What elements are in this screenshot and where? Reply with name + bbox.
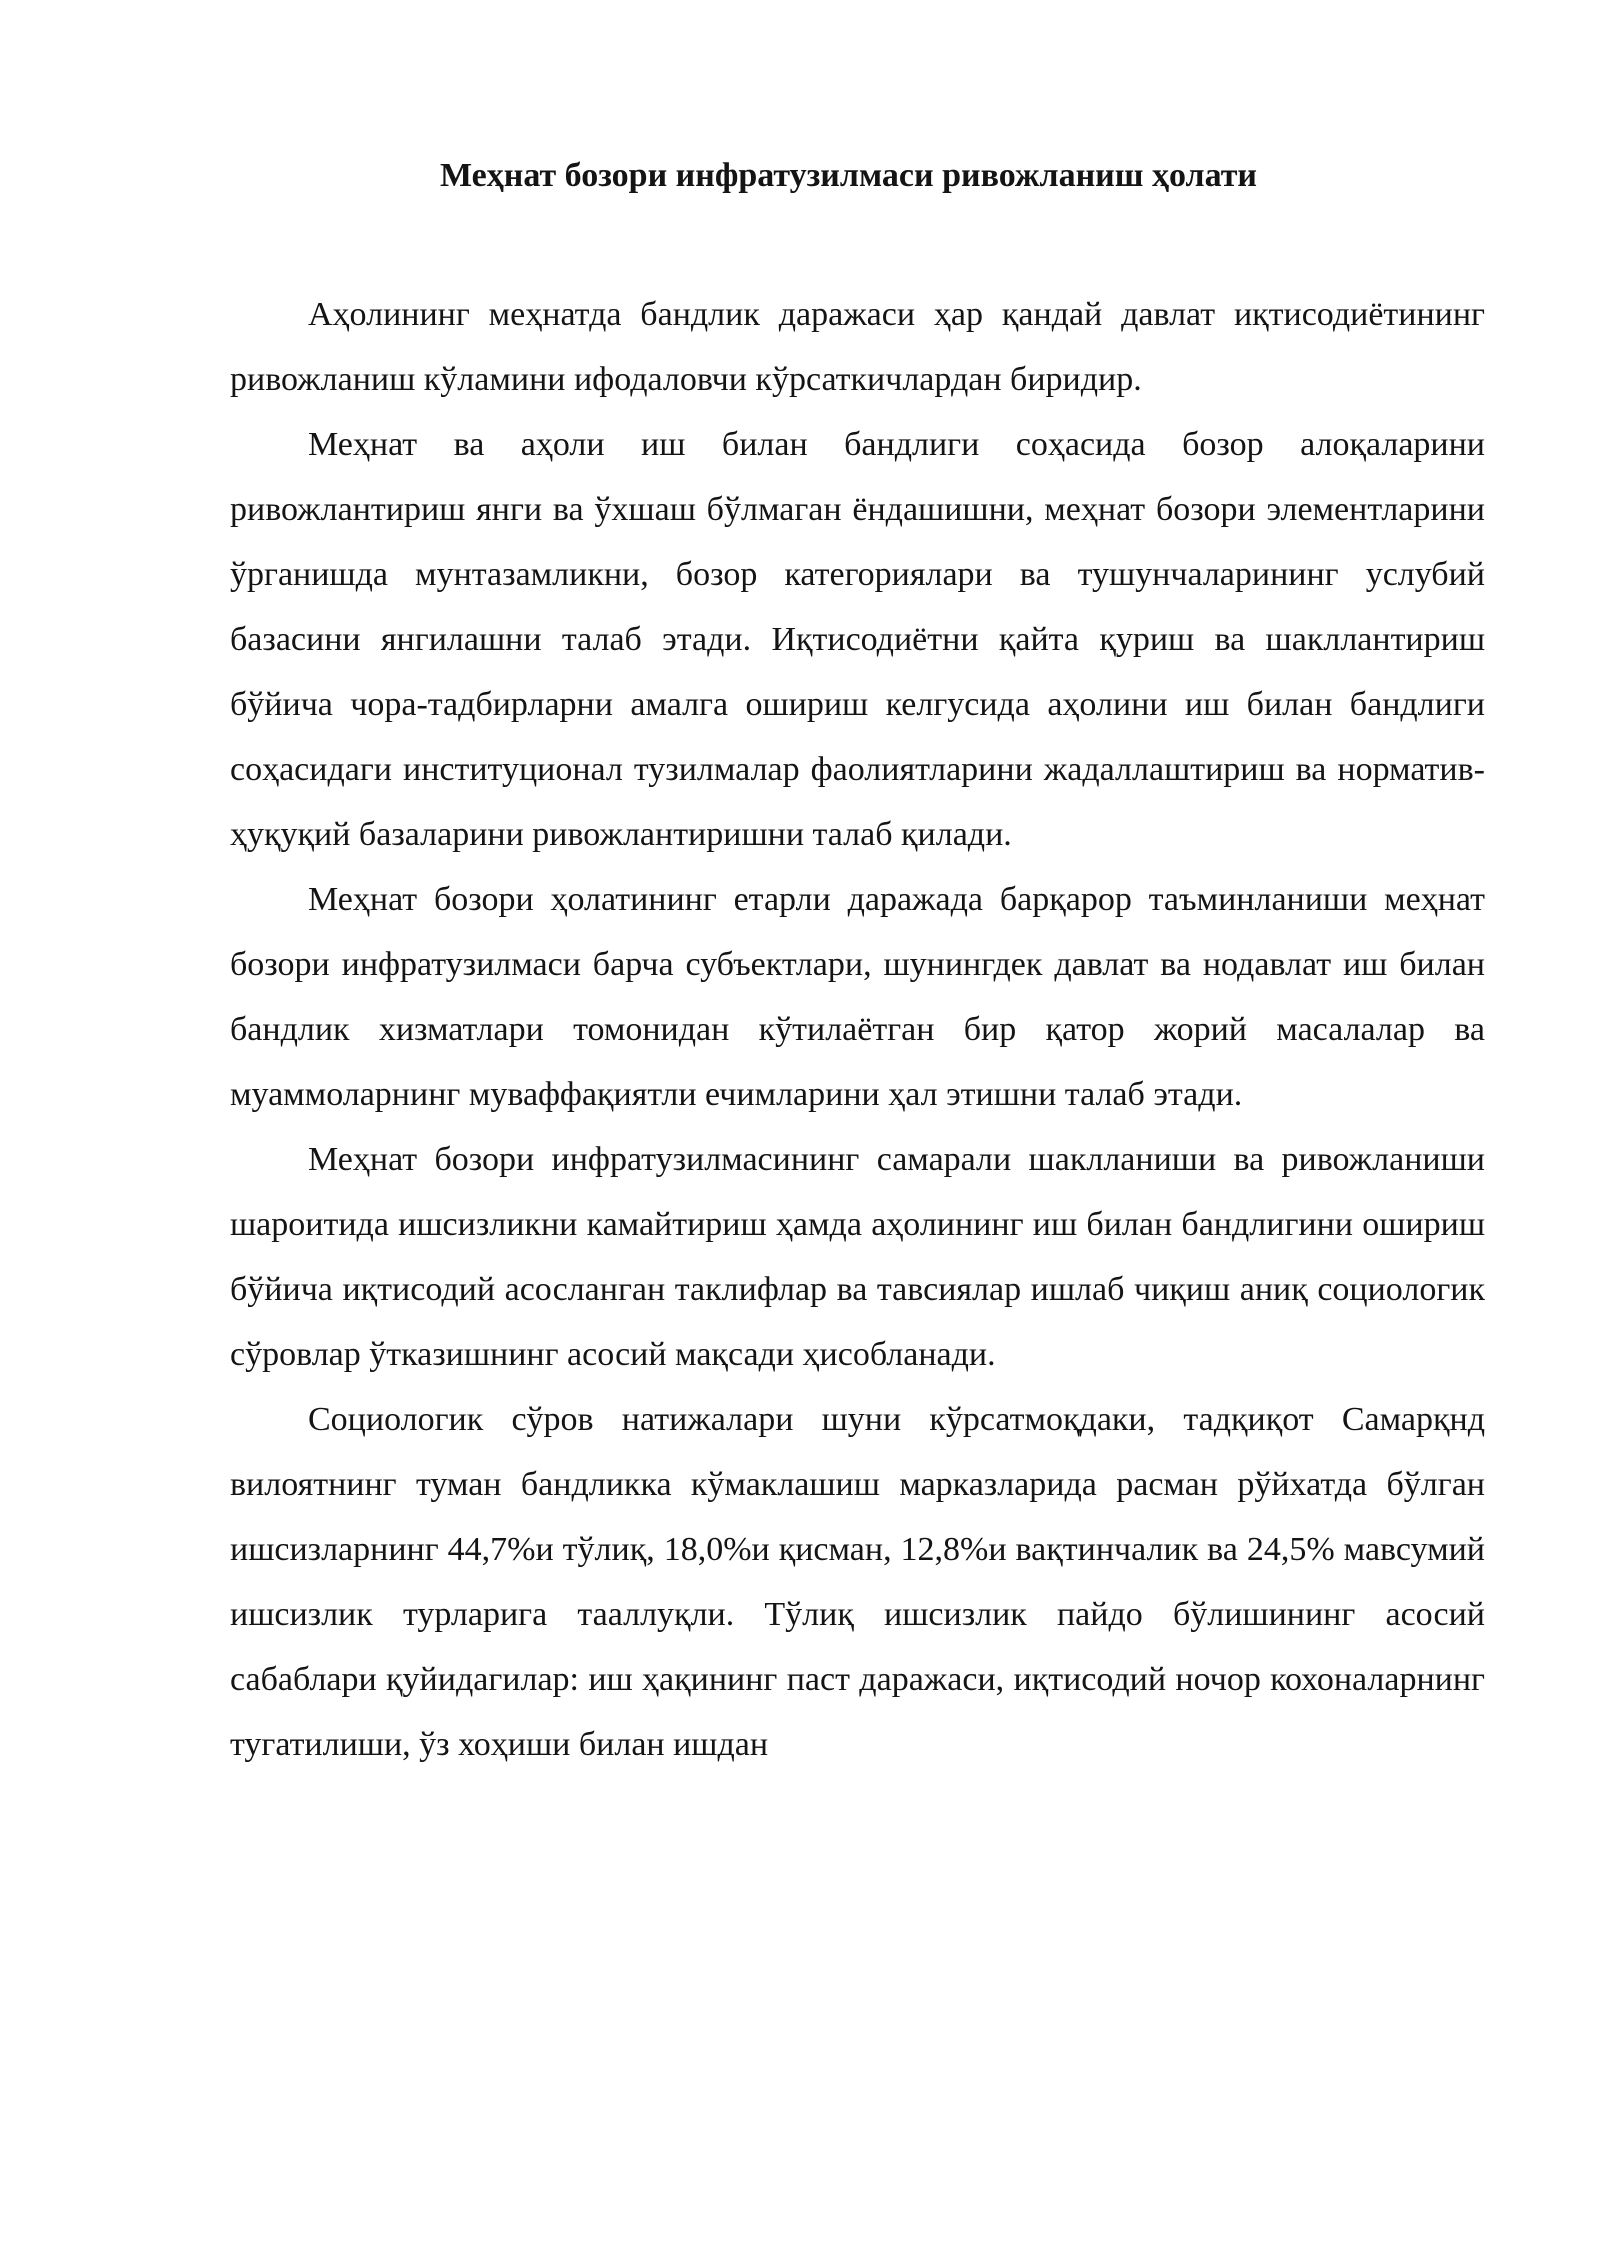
page-title: Меҳнат бозори инфратузилмаси ривожланиш ҳолати xyxy=(440,157,1258,194)
paragraph-3: Меҳнат бозори ҳолатининг етарли даражада барқарор таъминланиши меҳнат бозори инфратузилмаси барча субъектлари, шунингдек давлат ва нодавлат иш билан бандлик хизматлари томонидан кўтилаётган бир қатор жорий масалалар ва муаммоларнинг муваффақиятли ечимларини ҳал этишни талаб этади. xyxy=(230,881,1485,1113)
document-body xyxy=(230,282,1485,1777)
paragraph-4: Меҳнат бозори инфратузилмасининг самарали шаклланиши ва ривожланиши шароитида ишсизликни камайтириш ҳамда аҳолининг иш билан бандлигини ошириш бўйича иқтисодий асосланган таклифлар ва тавсиялар ишлаб чиқиш аниқ социологик сўровлар ўтказишнинг асосий мақсади ҳисобланади. xyxy=(230,1141,1485,1373)
paragraph-5: Социологик сўров натижалари шуни кўрсатмоқдаки, тадқиқот Самарқнд вилоятнинг туман бандликка кўмаклашиш марказларида расман рўйхатда бўлган ишсизларнинг 44,7%и тўлиқ, 18,0%и қисман, 12,8%и вақтинчалик ва 24,5% мавсумий ишсизлик турларига тааллуқли. Тўлиқ ишсизлик пайдо бўлишининг асосий сабаблари қуйидагилар: иш ҳақининг паст даражаси, иқтисодий ночор кохоналарнинг тугатилиши, ўз хоҳиши билан ишдан xyxy=(230,1401,1485,1763)
paragraph-1: Аҳолининг меҳнатда бандлик даражаси ҳар қандай давлат иқтисодиётининг ривожланиш кўламини ифодаловчи кўрсаткичлардан биридир. xyxy=(230,296,1485,398)
paragraph-2: Меҳнат ва аҳоли иш билан бандлиги соҳасида бозор алоқаларини ривожлантириш янги ва ўхшаш бўлмаган ёндашишни, меҳнат бозори элементларини ўрганишда мунтазамликни, бозор категориялари ва тушунчаларининг услубий базасини янгилашни талаб этади. Иқтисодиётни қайта қуриш ва шакллантириш бўйича чора-тадбирларни амалга ошириш келгусида аҳолини иш билан бандлиги соҳасидаги институционал тузилмалар фаолиятларини жадаллаштириш ва норматив-ҳуқуқий базаларини ривожлантиришни талаб қилади. xyxy=(230,426,1485,853)
